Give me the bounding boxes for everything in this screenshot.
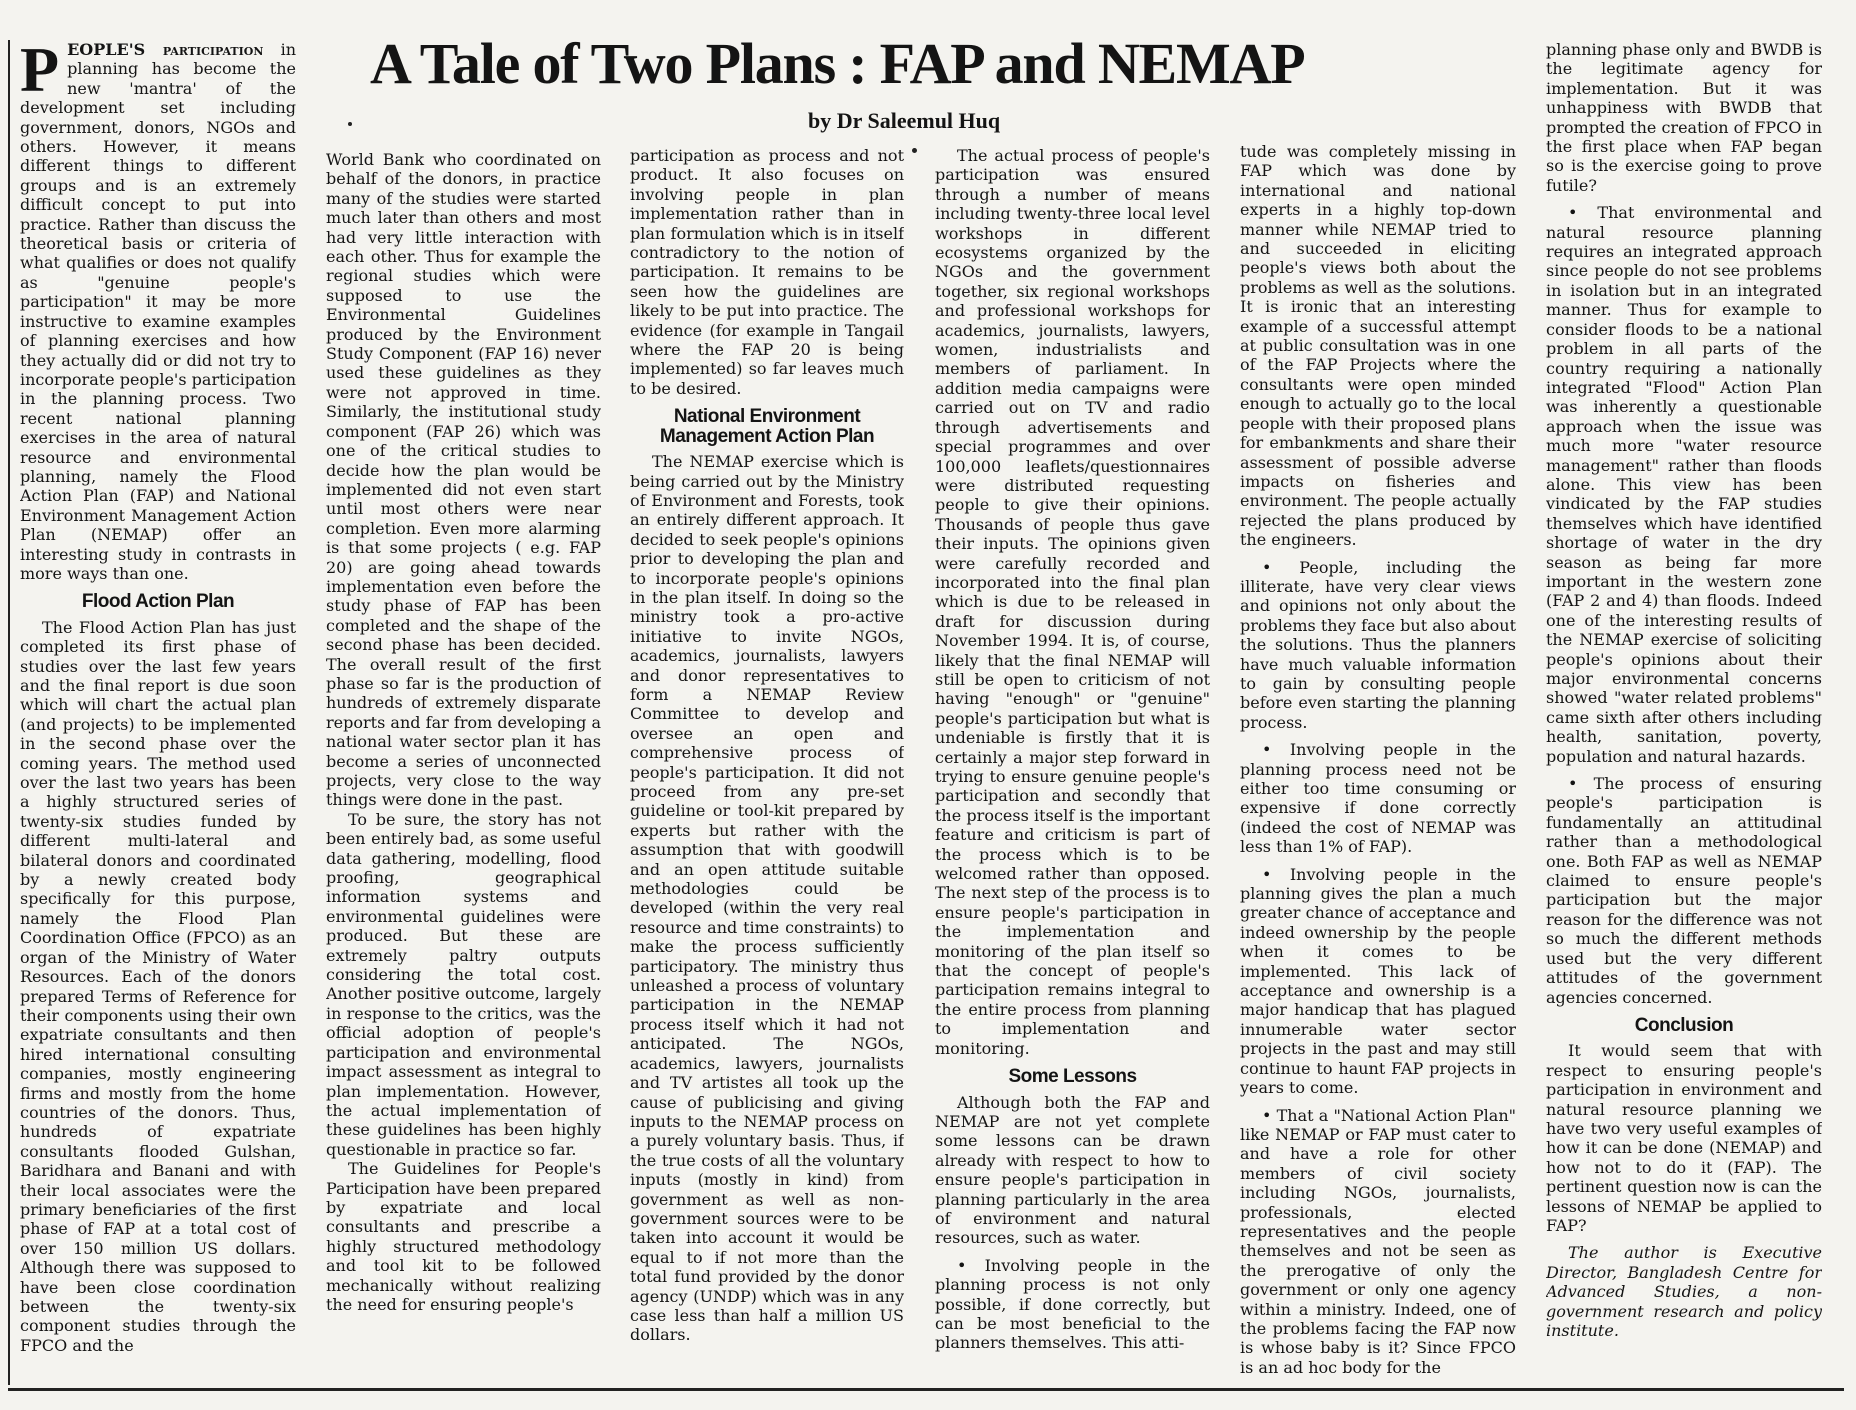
bullet-paragraph: • People, including the illiterate, have very clear views and opinions not only about the problems they face but also about the solutions. Thus the planners have much valuable information to gain by consulting people before even starting the planning process. bbox=[1240, 557, 1516, 732]
bullet-paragraph: • Involving people in the planning gives the plan a much greater chance of acceptance and indeed ownership by the people when it comes to be implemented. This lack of acceptance and ownership is a major handicap that has plagued innumerable water sector projects in the past and may still continue to haunt FAP projects in years to come. bbox=[1240, 864, 1516, 1098]
bullet-paragraph: • Involving people in the planning process is not only possible, if done correctly, but can be most beneficial to the planners themselves. This atti- bbox=[935, 1255, 1210, 1353]
heading-conclusion: Conclusion bbox=[1634, 1014, 1734, 1036]
paragraph: The Guidelines for People's Participation have been prepared by expatriate and local consultants and prescribe a highly structured methodology and tool kit to be followed mechanically without realizing the need for ensuring people's bbox=[326, 1159, 601, 1314]
paragraph: It would seem that with respect to ensuring people's participation in environment and natural resource planning we have two very useful examples of how it can be done (NEMAP) and how not to do it (FAP). The pertinent question now is can the lessons of NEMAP be applied to FAP? bbox=[1546, 1041, 1822, 1235]
print-fleck bbox=[348, 122, 352, 126]
paragraph: participation as process and not product. It also focuses on involving people in plan implementation rather than in plan formulation which is in itself contradictory to the notion of participation. It remains to be seen how the guidelines are likely to be put into practice. The evidence (for example in Tangail where the FAP 20 is being implemented) so far leaves much to be desired. bbox=[630, 146, 904, 398]
author-note: The author is Executive Director, Bangladesh Centre for Advanced Studies, a non-government research and policy institute. bbox=[1546, 1243, 1822, 1340]
article-byline: by Dr Saleemul Huq bbox=[808, 108, 1001, 133]
column-1 bbox=[20, 40, 296, 1386]
paragraph: tude was completely missing in FAP which was done by international and national experts in a highly top-down manner while NEMAP tried to and succeeded in eliciting people's views both about the problems as well as the solutions. It is ironic that an interesting example of a successful attempt at public consultation was in one of the FAP Projects where the consultants were open minded enough to actually go to the local people with their proposed plans for embankments and share their assessment of possible adverse impacts on fisheries and environment. The people actually rejected the plans produced by the engineers. bbox=[1240, 142, 1516, 550]
article-headline: A Tale of Two Plans : FAP and NEMAP bbox=[370, 31, 1305, 96]
bottom-rule bbox=[8, 1388, 1844, 1391]
heading-nemap: National Environment Management Action Plan bbox=[659, 406, 875, 447]
fap-paragraph: The Flood Action Plan has just completed its first phase of studies over the last few years and the final report is due soon which will chart the actual plan (and projects) to be implemented in the second phase over the coming years. The method used over the last two years has been a highly structured series of twenty-six studies funded by different multi-lateral and bilateral donors and coordinated by a newly created body specifically for this purpose, namely the Flood Plan Coordination Office (FPCO) as an organ of the Ministry of Water Resources. Each of the donors prepared Terms of Reference for their components using their own expatriate consultants and then hired international consulting companies, mostly engineering firms and mostly from the home countries of the donors. Thus, hundreds of expatriate consultants flooded Gulshan, Baridhara and Banani and with their local associates were the primary beneficiaries of the first phase of FAP at a total cost of over 150 million US dollars. Although there was supposed to have been close coordination between the twenty-six component studies through the FPCO and the bbox=[20, 617, 296, 1355]
intro-paragraph bbox=[20, 40, 296, 583]
column-5 bbox=[1240, 142, 1516, 1386]
paragraph: The NEMAP exercise which is being carried out by the Ministry of Environment and Forests, took an entirely different approach. It decided to seek people's opinions prior to developing the plan and to incorporate people's opinions in the plan itself. In doing so the ministry took a pro-active initiative to invite NGOs, academics, journalists, lawyers and donor representatives to form a NEMAP Review Committee to develop and oversee an open and comprehensive process of people's participation. It did not proceed from any pre-set guideline or tool-kit prepared by experts but rather with the assumption that with goodwill and an open attitude suitable methodologies could be developed (within the very real resource and time constraints) to make the process sufficiently participatory. The ministry thus unleashed a process of voluntary participation in the NEMAP process itself which it had not anticipated. The NGOs, academics, lawyers, journalists and TV artistes all took up the cause of publicising and giving inputs to the NEMAP process on a purely voluntary basis. Thus, if the true costs of all the voluntary inputs (mostly in kind) from government as well as non-government sources were to be taken into account it would be equal to if not more than the total fund provided by the donor agency (UNDP) which was in any case less than half a million US dollars. bbox=[630, 452, 904, 1345]
heading-some-lessons: Some Lessons bbox=[1008, 1066, 1137, 1088]
paragraph: To be sure, the story has not been entirely bad, as some useful data gathering, modelling, flood proofing, geographical information systems and environmental guidelines were produced. But these are extremely paltry outputs considering the total cost. Another positive outcome, largely in response to the critics, was the official adoption of people's participation and environmental impact assessment as integral to plan implementation. However, the actual implementation of these guidelines has been highly questionable in practice so far. bbox=[326, 809, 601, 1159]
intro-rest: in planning has become the new 'mantra' of the development set including government, donors, NGOs and others. However, it means different things to different groups and is an extremely difficult concept to put into practice. Rather than discuss the theoretical basis or criteria of what qualifies or does not qualify as "genuine people's participation" it may be more instructive to examine examples of planning exercises and how they actually did or did not try to incorporate people's participation in the planning process. Two recent national planning exercises in the area of natural resource and environmental planning, namely the Flood Action Plan (FAP) and National Environment Management Action Plan (NEMAP) offer an interesting study in contrasts in more ways than one. bbox=[20, 40, 296, 583]
column-2 bbox=[326, 150, 601, 1386]
paragraph: Although both the FAP and NEMAP are not yet complete some lessons can be drawn already with respect to how to ensure people's participation in planning particularly in the area of environment and natural resources, such as water. bbox=[935, 1092, 1210, 1248]
paragraph: planning phase only and BWDB is the legitimate agency for implementation. But it was unhappiness with BWDB that prompted the creation of FPCO in the first place when FAP began so is the exercise going to prove futile? bbox=[1546, 40, 1822, 195]
drop-cap: P bbox=[20, 40, 60, 105]
bullet-paragraph: • Involving people in the planning process need not be either too time consuming or expensive if done correctly (indeed the cost of NEMAP was less than 1% of FAP). bbox=[1240, 740, 1516, 857]
left-column-rule bbox=[8, 40, 10, 1385]
heading-flood-action-plan: Flood Action Plan bbox=[81, 591, 235, 613]
paragraph: World Bank who coordinated on behalf of the donors, in practice many of the studies were started much later than others and most had very little interaction with each other. Thus for example the regional studies which were supposed to use the Environmental Guidelines produced by the Environment Study Component (FAP 16) never used these guidelines as they were not approved in time. Similarly, the institutional study component (FAP 26) which was one of the critical studies to decide how the plan would be implemented did not even start until most others were near completion. Even more alarming is that some projects ( e.g. FAP 20) are going ahead towards implementation even before the study phase of FAP has been completed and the shape of the second phase has been decided. The overall result of the first phase so far is the production of hundreds of extremely disparate reports and far from developing a national water sector plan it has become a series of unconnected projects, very close to the way things were done in the past. bbox=[326, 150, 601, 810]
bullet-paragraph: • That a "National Action Plan" like NEMAP or FAP must cater to and have a role for other members of civil society including NGOs, journalists, professionals, elected representatives and the people themselves and not be seen as the prerogative of only the government or only one agency within a ministry. Indeed, one of the problems facing the FAP now is whose baby is it? Since FPCO is an ad hoc body for the bbox=[1240, 1105, 1516, 1377]
bullet-paragraph: • That environmental and natural resource planning requires an integrated approach since people do not see problems in isolation but in an integrated manner. Thus for example to consider floods to be a national problem in all parts of the country requiring a nationally integrated "Flood" Action Plan was inherently a questionable approach when the issue was much more "water resource management" rather than floods alone. This view has been vindicated by the FAP studies themselves which have identified shortage of water in the dry season as being far more important in the western zone (FAP 2 and 4) than floods. Indeed one of the interesting results of the NEMAP exercise of soliciting people's opinions about their major environmental concerns showed "water related problems" came sixth after others including health, sanitation, poverty, population and natural hazards. bbox=[1546, 203, 1822, 766]
column-6 bbox=[1546, 40, 1822, 1386]
column-3 bbox=[630, 146, 904, 1386]
print-fleck bbox=[912, 148, 917, 153]
intro-lead: EOPLE'S participation bbox=[67, 40, 264, 59]
column-4 bbox=[935, 146, 1210, 1386]
paragraph: The actual process of people's participation was ensured through a number of means including twenty-three local level workshops in different ecosystems organized by the NGOs and the government together, six regional workshops and professional workshops for academics, journalists, lawyers, women, industrialists and members of parliament. In addition media campaigns were carried out on TV and radio through advertisements and special programmes and over 100,000 leaflets/questionnaires were distributed requesting people to give their opinions. Thousands of people thus gave their inputs. The opinions given were carefully recorded and incorporated into the final plan which is due to be released in draft for discussion during November 1994. It is, of course, likely that the final NEMAP will still be open to criticism of not having "enough" or "genuine" people's participation but what is undeniable is firstly that it is certainly a major step forward in trying to ensure genuine people's participation and secondly that the process itself is the important feature and criticism is part of the process which is to be welcomed rather than opposed. The next step of the process is to ensure people's participation in the implementation and monitoring of the plan itself so that the concept of people's participation remains integral to the entire process from planning to implementation and monitoring. bbox=[935, 146, 1210, 1058]
bullet-paragraph: • The process of ensuring people's participation is fundamentally an attitudinal rather than a methodological one. Both FAP as well as NEMAP claimed to ensure people's participation but the major reason for the difference was not so much the different methods used but the very different attitudes of the government agencies concerned. bbox=[1546, 774, 1822, 1007]
